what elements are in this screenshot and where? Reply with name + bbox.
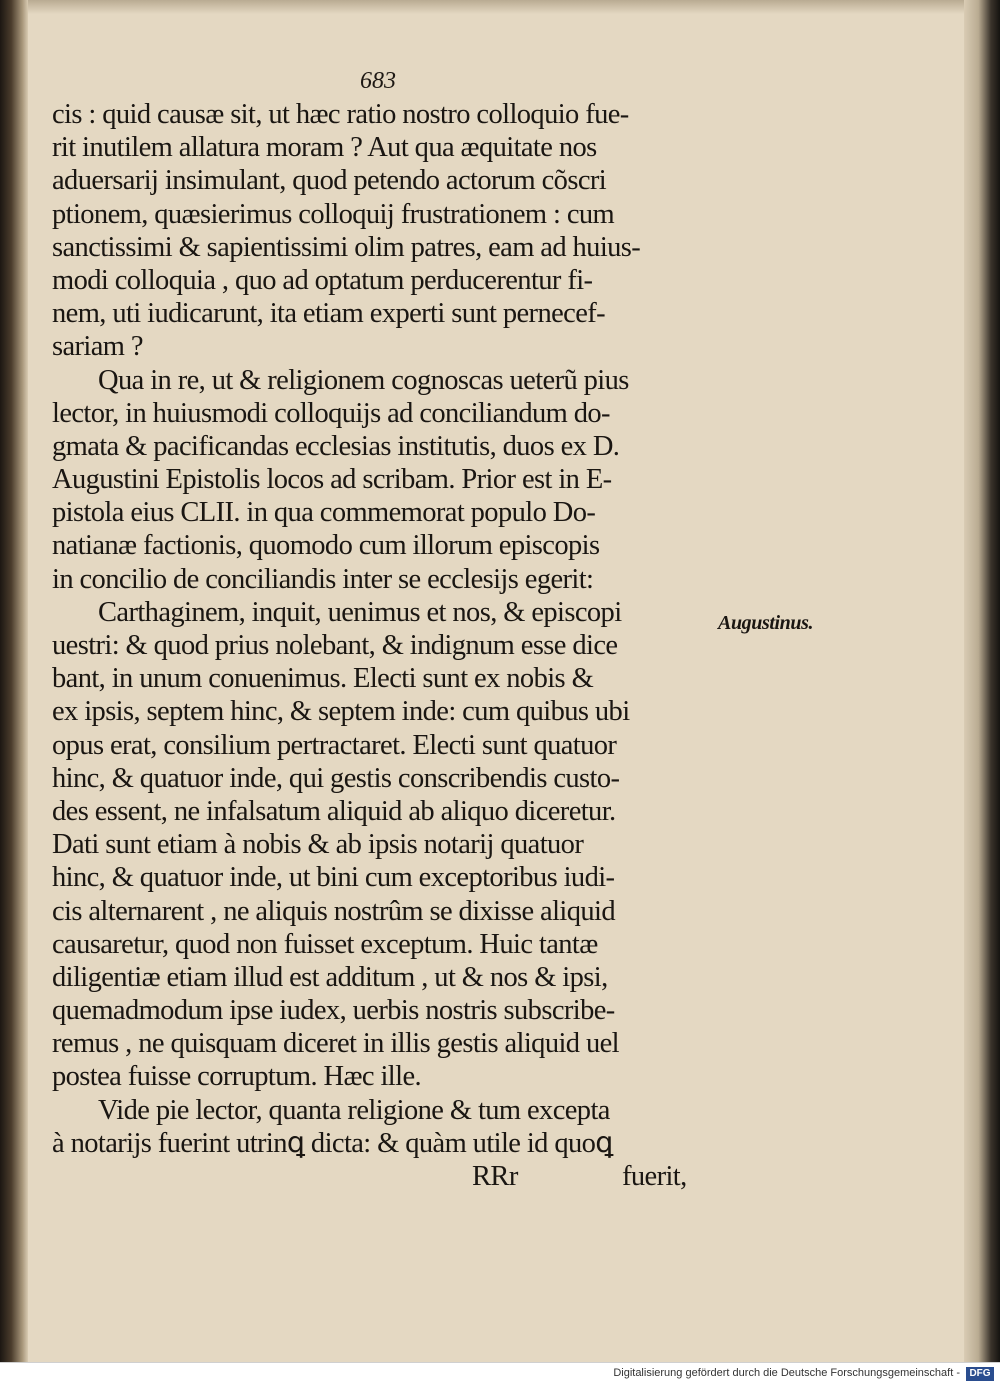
text-line: Carthaginem, inquit, uenimus et nos, & episcopi — [98, 596, 622, 628]
text-line: ex ipsis, septem hinc, & septem inde: cum quibus ubi — [52, 696, 630, 728]
text-line: in concilio de conciliandis inter se ecclesijs egerit: — [52, 563, 594, 595]
text-line: Vide pie lector, quanta religione & tum excepta — [98, 1094, 610, 1126]
text-line: ptionem, quæsierimus colloquij frustrationem : cum — [52, 198, 615, 230]
dfg-logo-icon: DFG — [966, 1367, 994, 1381]
signature-line — [52, 1160, 728, 1193]
text-line: bant, in unum conuenimus. Electi sunt ex nobis & — [52, 663, 594, 695]
text-line: causaretur, quod non fuisset exceptum. Huic tantæ — [52, 928, 598, 960]
text-line: uestri: & quod prius nolebant, & indignum esse dice — [52, 630, 618, 661]
text-line: des essent, ne infalsatum aliquid ab aliquo diceretur. — [52, 795, 616, 827]
text-line: rit inutilem allatura moram ? Aut qua æquitate nos — [52, 132, 597, 164]
text-line: cis alternarent , ne aliquis nostrûm se dixisse aliquid — [52, 895, 615, 927]
text-line: remus , ne quisquam diceret in illis gestis aliquid uel — [52, 1028, 619, 1060]
text-line: Dati sunt etiam à nobis & ab ipsis notarij quatuor — [52, 829, 584, 861]
page-edge — [964, 0, 1000, 1362]
spine-shadow — [0, 0, 28, 1362]
text-line: natianæ factionis, quomodo cum illorum episcopis — [52, 530, 600, 562]
text-line: hinc, & quatuor inde, qui gestis conscribendis custo- — [52, 762, 620, 794]
footer-credit: Digitalisierung gefördert durch die Deutsche Forschungsgemeinschaft - — [613, 1367, 960, 1379]
top-shade — [0, 0, 1000, 14]
page-number: 683 — [360, 68, 396, 94]
text-line: postea fuisse corruptum. Hæc ille. — [52, 1061, 422, 1093]
marginal-note: Augustinus. — [718, 612, 814, 634]
text-line: aduersarij insimulant, quod petendo actorum cõscri — [52, 165, 607, 197]
text-line: Qua in re, ut & religionem cognoscas ueterũ pius — [98, 364, 629, 396]
text-line: quemadmodum ipse iudex, uerbis nostris subscribe- — [52, 995, 615, 1027]
text-line: pistola eius CLII. in qua commemorat populo Do- — [52, 497, 596, 529]
text-line: modi colloquia , quo ad optatum perducerentur fi- — [52, 264, 593, 296]
text-line: lector, in huiusmodi colloquijs ad conciliandum do- — [52, 397, 610, 429]
text-line: hinc, & quatuor inde, ut bini cum exceptoribus iudi- — [52, 862, 615, 894]
signature-mark: RRr — [472, 1161, 518, 1192]
text-line: opus erat, consilium pertractaret. Electi sunt quatuor — [52, 729, 617, 761]
catchword: fuerit, — [622, 1161, 687, 1192]
text-line: sanctissimi & sapientissimi olim patres, eam ad huius- — [52, 231, 641, 263]
text-line: Augustini Epistolis locos ad scribam. Prior est in E- — [52, 464, 612, 496]
text-line: sariam ? — [52, 331, 143, 363]
footer-bar — [0, 1362, 1000, 1386]
body-text — [52, 98, 728, 1193]
text-line: à notarijs fuerint utrinꝗ dicta: & quàm utile id quoꝗ — [52, 1127, 613, 1159]
text-line: diligentiæ etiam illud est additum , ut & nos & ipsi, — [52, 961, 608, 993]
text-line: gmata & pacificandas ecclesias institutis, duos ex D. — [52, 430, 620, 462]
text-line: cis : quid causæ sit, ut hæc ratio nostro colloquio fue- — [52, 99, 629, 130]
text-line: nem, uti iudicarunt, ita etiam experti sunt pernecef- — [52, 298, 606, 330]
